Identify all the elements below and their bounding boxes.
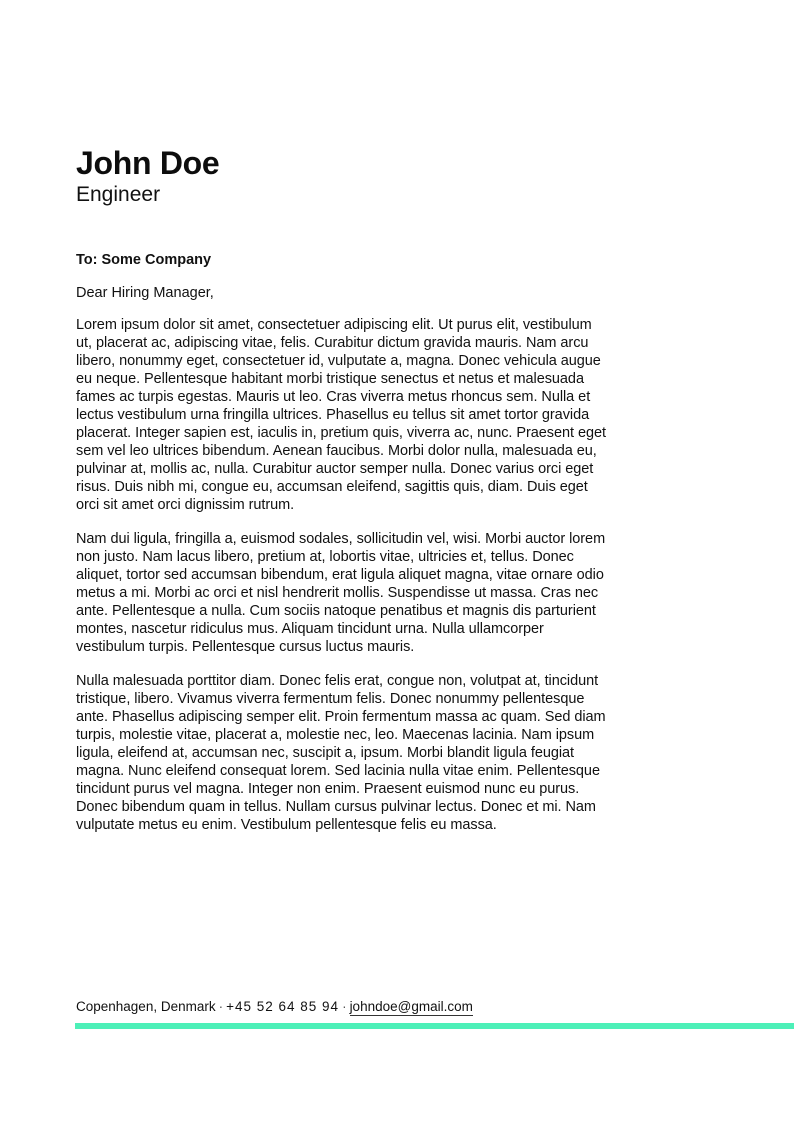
separator-dot: · [218,999,224,1014]
contact-footer [76,998,473,1015]
body-paragraph: Nam dui ligula, fringilla a, euismod sodales, sollicitudin vel, wisi. Morbi auctor lorem non justo. Nam lacus libero, pretium at, lobortis vitae, ultricies et, tellus. Donec aliquet, tortor sed accumsan bibendum, erat ligula aliquet magna, vitae ornare odio metus a mi. Morbi ac orci et nisl hendrerit mollis. Suspendisse ut massa. Cras nec ante. Pellentesque a nulla. Cum sociis natoque penatibus et magnis dis parturient montes, nascetur ridiculus mus. Aliquam tincidunt urna. Nulla ullamcorper vestibulum turpis. Pellentesque cursus luctus mauris. [76,531,606,655]
contact-location: Copenhagen, Denmark [76,999,216,1014]
applicant-name: John Doe [76,145,220,181]
applicant-role: Engineer [76,183,161,206]
recipient-line: To: Some Company [76,252,212,268]
cover-letter-page [76,0,794,1123]
salutation: Dear Hiring Manager, [76,285,214,301]
contact-email-link[interactable]: johndoe@gmail.com [349,999,473,1014]
body-paragraph: Lorem ipsum dolor sit amet, consectetuer adipiscing elit. Ut purus elit, vestibulum ut, placerat ac, adipiscing vitae, felis. Curabitur dictum gravida mauris. Nam arcu libero, nonummy eget, consectetuer id, vulputate a, magna. Donec vehicula augue eu neque. Pellentesque habitant morbi tristique senectus et netus et malesuada fames ac turpis egestas. Mauris ut leo. Cras viverra metus rhoncus sem. Nulla et lectus vestibulum urna fringilla ultrices. Phasellus eu tellus sit amet tortor gravida placerat. Integer sapien est, iaculis in, pretium quis, viverra ac, nunc. Praesent eget sem vel leo ultrices bibendum. Aenean faucibus. Morbi dolor nulla, malesuada eu, pulvinar at, mollis ac, nulla. Curabitur auctor semper nulla. Donec varius orci eget risus. Duis nibh mi, congue eu, accumsan eleifend, sagittis quis, diam. Duis eget orci sit amet orci dignissim rutrum. [76,317,607,513]
letter-body [76,316,611,850]
contact-phone: +45 52 64 85 94 [226,999,340,1014]
body-paragraph: Nulla malesuada porttitor diam. Donec felis erat, congue non, volutpat at, tincidunt tristique, libero. Vivamus viverra fermentum felis. Donec nonummy pellentesque ante. Phasellus adipiscing semper elit. Proin fermentum massa ac quam. Sed diam turpis, molestie vitae, placerat a, molestie nec, leo. Maecenas lacinia. Nam ipsum ligula, eleifend at, accumsan nec, suscipit a, ipsum. Morbi blandit ligula feugiat magna. Nunc eleifend consequat lorem. Sed lacinia nulla vitae enim. Pellentesque tincidunt purus vel magna. Integer non enim. Praesent euismod nunc eu purus. Donec bibendum quam in tellus. Nullam cursus pulvinar lectus. Donec et mi. Nam vulputate metus eu enim. Vestibulum pellentesque felis eu massa. [76,673,606,833]
letter-header [76,144,219,208]
separator-dot: · [342,999,347,1014]
accent-bar [75,1023,794,1029]
